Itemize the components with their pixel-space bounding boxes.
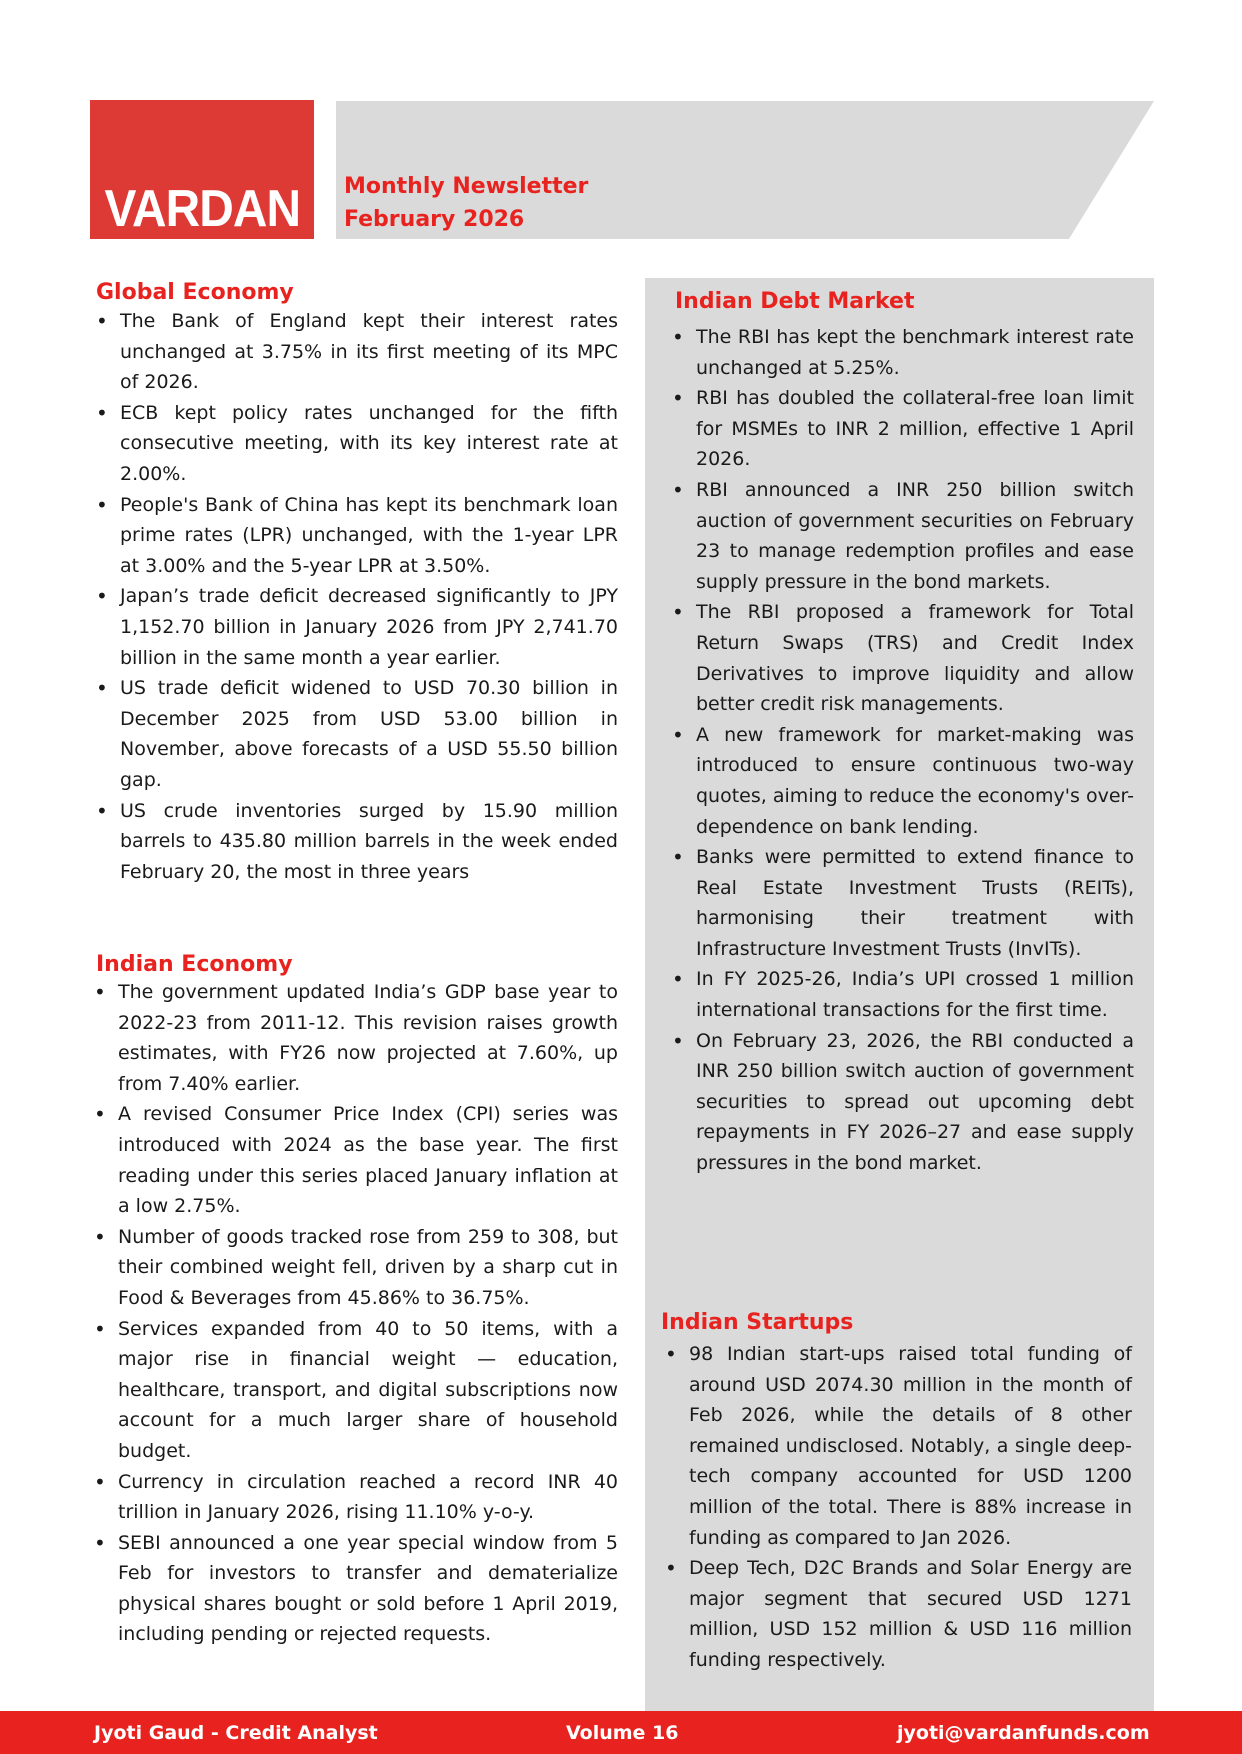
list-item: • Currency in circulation reached a record INR 40 trillion in January 2026, rising 11.10% y-o-y. — [94, 1467, 618, 1528]
list-item: • RBI has doubled the collateral-free loan limit for MSMEs to INR 2 million, effective 1 April 2026. — [672, 383, 1134, 475]
newsletter-title-line1: Monthly Newsletter — [344, 174, 589, 199]
list-item: • Banks were permitted to extend finance to Real Estate Investment Trusts (REITs), harmonising their treatment with Infrastructure Investment Trusts (InvITs). — [672, 842, 1134, 964]
list-item: • ECB kept policy rates unchanged for the fifth consecutive meeting, with its key interest rate at 2.00%. — [96, 398, 618, 490]
vardan-logo — [90, 100, 314, 239]
list-item: • On February 23, 2026, the RBI conducted a INR 250 billion switch auction of government securities to spread out upcoming debt repayments in FY 2026–27 and ease supply pressures in the bond market. — [672, 1026, 1134, 1179]
footer-author: Jyoti Gaud - Credit Analyst — [94, 1722, 378, 1744]
indian-economy-heading: Indian Economy — [96, 952, 293, 977]
newsletter-title — [344, 170, 588, 236]
list-item: • SEBI announced a one year special window from 5 Feb for investors to transfer and dematerialize physical shares bought or sold before 1 April 2019, including pending or rejected requests. — [94, 1528, 618, 1650]
indian-debt-market-list — [672, 322, 1134, 1179]
list-item: • Japan’s trade deficit decreased significantly to JPY 1,152.70 billion in January 2026 from JPY 2,741.70 billion in the same month a year earlier. — [96, 581, 618, 673]
list-item: • RBI announced a INR 250 billion switch auction of government securities on February 23 to manage redemption profiles and ease supply pressure in the bond markets. — [672, 475, 1134, 597]
indian-debt-market-heading: Indian Debt Market — [675, 289, 915, 314]
footer-bar — [0, 1711, 1242, 1754]
list-item: • 98 Indian start-ups raised total funding of around USD 2074.30 million in the month of Feb 2026, while the details of 8 other remained undisclosed. Notably, a single deep-tech company accounted for USD 1200 million of the total. There is 88% increase in funding as compared to Jan 2026. — [665, 1339, 1132, 1553]
indian-economy-list — [94, 977, 618, 1650]
list-item: • Number of goods tracked rose from 259 to 308, but their combined weight fell, driven by a sharp cut in Food & Beverages from 45.86% to 36.75%. — [94, 1222, 618, 1314]
logo-text: VARDAN — [104, 180, 300, 238]
list-item: • The government updated India’s GDP base year to 2022-23 from 2011-12. This revision raises growth estimates, with FY26 now projected at 7.60%, up from 7.40% earlier. — [94, 977, 618, 1099]
list-item: • US crude inventories surged by 15.90 million barrels to 435.80 million barrels in the week ended February 20, the most in three years — [96, 796, 618, 888]
list-item: • A new framework for market-making was introduced to ensure continuous two-way quotes, aiming to reduce the economy's over-dependence on bank lending. — [672, 720, 1134, 842]
list-item: • The RBI has kept the benchmark interest rate unchanged at 5.25%. — [672, 322, 1134, 383]
list-item: • US trade deficit widened to USD 70.30 billion in December 2025 from USD 53.00 billion in November, above forecasts of a USD 55.50 billion gap. — [96, 673, 618, 795]
footer-volume: Volume 16 — [566, 1722, 679, 1744]
list-item: • Deep Tech, D2C Brands and Solar Energy are major segment that secured USD 1271 million, USD 152 million & USD 116 million funding respectively. — [665, 1553, 1132, 1675]
list-item: • The RBI proposed a framework for Total Return Swaps (TRS) and Credit Index Derivatives to improve liquidity and allow better credit risk managements. — [672, 597, 1134, 719]
newsletter-date: February 2026 — [344, 207, 525, 232]
list-item: • A revised Consumer Price Index (CPI) series was introduced with 2024 as the base year. The first reading under this series placed January inflation at a low 2.75%. — [94, 1099, 618, 1221]
global-economy-list — [96, 306, 618, 887]
global-economy-heading: Global Economy — [96, 280, 294, 305]
footer-email[interactable]: jyoti@vardanfunds.com — [897, 1722, 1150, 1744]
list-item: • People's Bank of China has kept its benchmark loan prime rates (LPR) unchanged, with the 1-year LPR at 3.00% and the 5-year LPR at 3.50%. — [96, 490, 618, 582]
indian-startups-heading: Indian Startups — [661, 1310, 854, 1335]
list-item: • The Bank of England kept their interest rates unchanged at 3.75% in its first meeting of its MPC of 2026. — [96, 306, 618, 398]
list-item: • Services expanded from 40 to 50 items, with a major rise in financial weight — education, healthcare, transport, and digital subscriptions now account for a much larger share of household budget. — [94, 1314, 618, 1467]
list-item: • In FY 2025-26, India’s UPI crossed 1 million international transactions for the first time. — [672, 964, 1134, 1025]
indian-startups-list — [665, 1339, 1132, 1676]
